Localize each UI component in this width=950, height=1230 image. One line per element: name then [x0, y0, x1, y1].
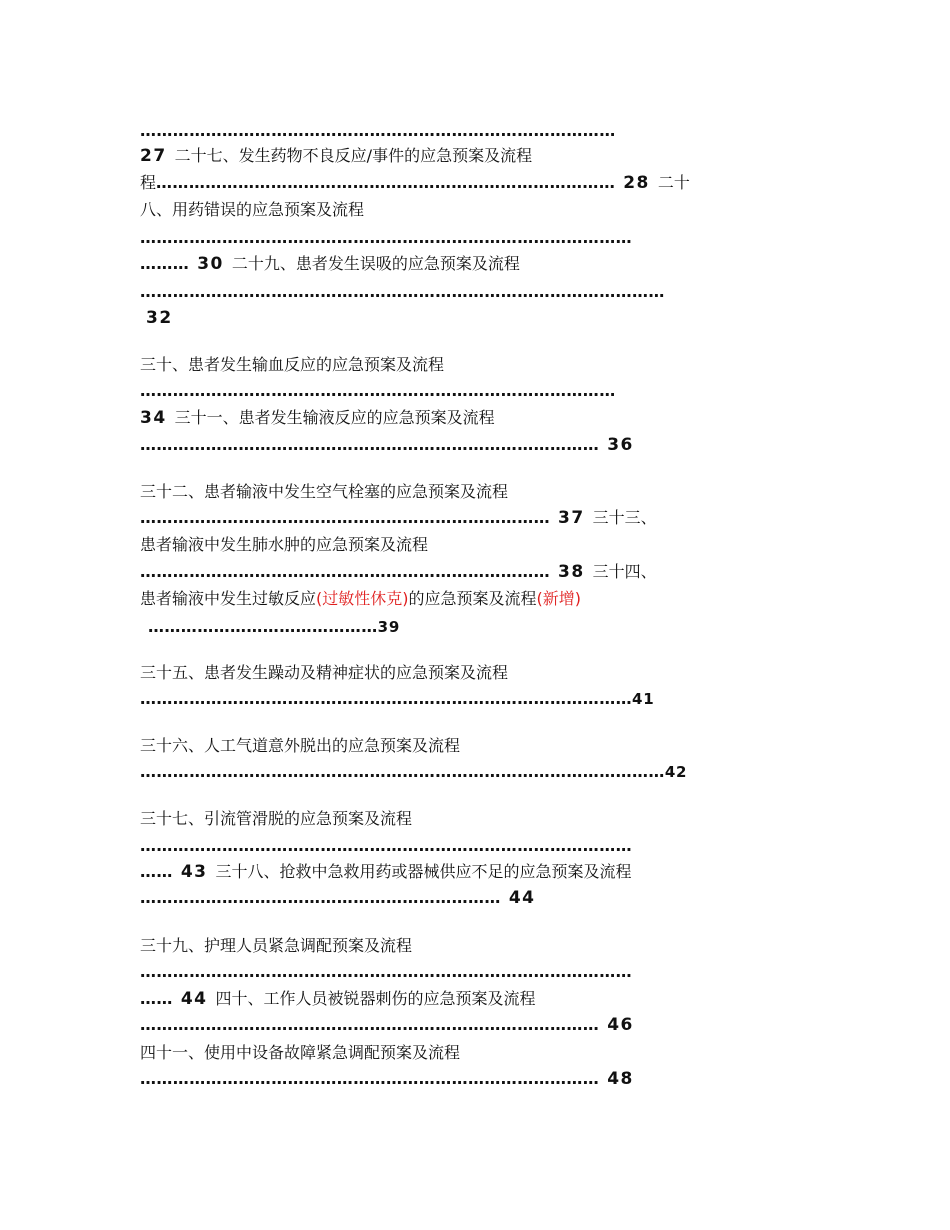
entry-title: 的应急预案及流程 — [408, 589, 537, 608]
toc-line-lead — [140, 121, 616, 143]
toc-line-dots — [140, 762, 687, 784]
leader-dots: …………………………………………………………………………… — [140, 381, 616, 400]
toc-line-dots — [140, 435, 634, 457]
toc-entry-32[interactable] — [140, 482, 508, 504]
leader-dots: …………………………………………………………………………………… — [140, 762, 665, 781]
entry-title: 患者输液中发生肺水肿的应急预案及流程 — [140, 535, 429, 554]
page-number: 36 — [607, 435, 634, 455]
page-number: 46 — [607, 1015, 634, 1035]
leader-dots: ……………………………………………………………………………… — [140, 228, 632, 247]
toc-entry-40[interactable] — [140, 989, 536, 1011]
leader-dots: …… — [140, 862, 173, 881]
entry-title: 三十三、 — [592, 508, 657, 527]
entry-title: 二十九、患者发生误吸的应急预案及流程 — [231, 254, 520, 273]
toc-line-dots — [140, 888, 535, 910]
entry-title: 二十 — [657, 173, 690, 192]
toc-line-dots — [140, 228, 632, 250]
leader-dots: ……………………………………………………………………………… — [140, 962, 632, 981]
toc-entry-36[interactable] — [140, 736, 460, 758]
toc-line-dots — [140, 381, 616, 403]
leader-dots: …………………………………………………………………………………… — [140, 282, 665, 301]
leader-dots: ……………………………………………………………………………… — [140, 836, 632, 855]
toc-line-dots — [140, 836, 632, 858]
leader-dots: ………………………………………………………………………… — [156, 173, 616, 192]
page-number: 43 — [180, 862, 208, 882]
leader-dots: ………………………………………………………………………… — [140, 1015, 600, 1034]
toc-entry-37[interactable] — [140, 809, 412, 831]
leader-dots: ………………………………………………………………………… — [140, 1069, 600, 1088]
entry-title: 三十四、 — [592, 562, 657, 581]
entry-title: 三十七、引流管滑脱的应急预案及流程 — [140, 809, 413, 828]
leader-dots: …………………………………… — [148, 617, 378, 636]
page-number: 37 — [558, 508, 585, 528]
toc-entry-27[interactable] — [140, 146, 532, 168]
page-number: 39 — [377, 618, 401, 636]
toc-entry-34[interactable] — [140, 562, 657, 584]
toc-entry-38[interactable] — [140, 862, 632, 884]
toc-line-dots — [140, 962, 632, 984]
entry-title-tail: 程 — [140, 173, 157, 192]
leader-dots: ………………………………………………………………………… — [140, 435, 600, 454]
entry-title: 三十五、患者发生躁动及精神症状的应急预案及流程 — [140, 663, 509, 682]
entry-title: 三十一、患者发生输液反应的应急预案及流程 — [174, 408, 495, 427]
toc-entry-28[interactable] — [140, 173, 690, 195]
entry-title: 三十九、护理人员紧急调配预案及流程 — [140, 936, 413, 955]
toc-entry-35[interactable] — [140, 663, 508, 685]
toc-entry-33-title — [140, 535, 428, 557]
toc-line-dots — [140, 1069, 634, 1091]
toc-line-dots — [140, 689, 654, 711]
toc-line-dots — [140, 282, 665, 304]
page-number: 48 — [607, 1069, 634, 1089]
toc-entry-34-title — [140, 589, 581, 611]
leader-dots: ………………………………………………………………… — [140, 562, 550, 581]
toc-entry-41[interactable] — [140, 1043, 460, 1065]
leader-dots: ………………………………………………………………… — [140, 508, 550, 527]
page-number: 30 — [197, 254, 224, 274]
entry-title: 三十二、患者输液中发生空气栓塞的应急预案及流程 — [140, 482, 509, 501]
page-number: 32 — [146, 308, 173, 328]
entry-title: 三十、患者发生输血反应的应急预案及流程 — [140, 355, 445, 374]
page-number: 34 — [140, 408, 167, 428]
entry-title: 二十七、发生药物不良反应/事件的应急预案及流程 — [174, 146, 533, 165]
toc-line-dots — [148, 617, 400, 639]
page-number: 44 — [180, 989, 208, 1009]
toc-entry-30[interactable] — [140, 355, 444, 377]
toc-page-32 — [146, 308, 173, 330]
toc-entry-28-title — [140, 200, 364, 222]
page-number: 38 — [558, 562, 585, 582]
page-number: 42 — [664, 763, 688, 781]
toc-entry-29[interactable] — [140, 254, 520, 276]
toc-entry-39[interactable] — [140, 936, 412, 958]
leader-dots: ……………………………………………………………………………… — [140, 689, 632, 708]
page-number: 41 — [632, 690, 655, 708]
highlight-text: (过敏性休克) — [316, 589, 409, 608]
entry-title: 八、用药错误的应急预案及流程 — [140, 200, 365, 219]
leader-dots: …… — [140, 989, 173, 1008]
page-number: 44 — [508, 888, 536, 908]
page-number: 27 — [140, 146, 167, 166]
leader-dots: …………………………………………………………………………… — [140, 121, 616, 140]
entry-title: 三十八、抢救中急救用药或器械供应不足的应急预案及流程 — [215, 862, 632, 881]
leader-dots: ………………………………………………………… — [140, 888, 501, 907]
entry-title: 患者输液中发生过敏反应 — [140, 589, 317, 608]
toc-entry-31[interactable] — [140, 408, 495, 430]
entry-title: 四十、工作人员被锐器刺伤的应急预案及流程 — [215, 989, 536, 1008]
leader-dots: ……… — [140, 254, 190, 273]
toc-line-dots — [140, 1015, 634, 1037]
entry-title: 四十一、使用中设备故障紧急调配预案及流程 — [140, 1043, 461, 1062]
page-number: 28 — [623, 173, 650, 193]
entry-title: 三十六、人工气道意外脱出的应急预案及流程 — [140, 736, 461, 755]
new-badge: (新增) — [536, 589, 582, 608]
toc-entry-33[interactable] — [140, 508, 657, 530]
